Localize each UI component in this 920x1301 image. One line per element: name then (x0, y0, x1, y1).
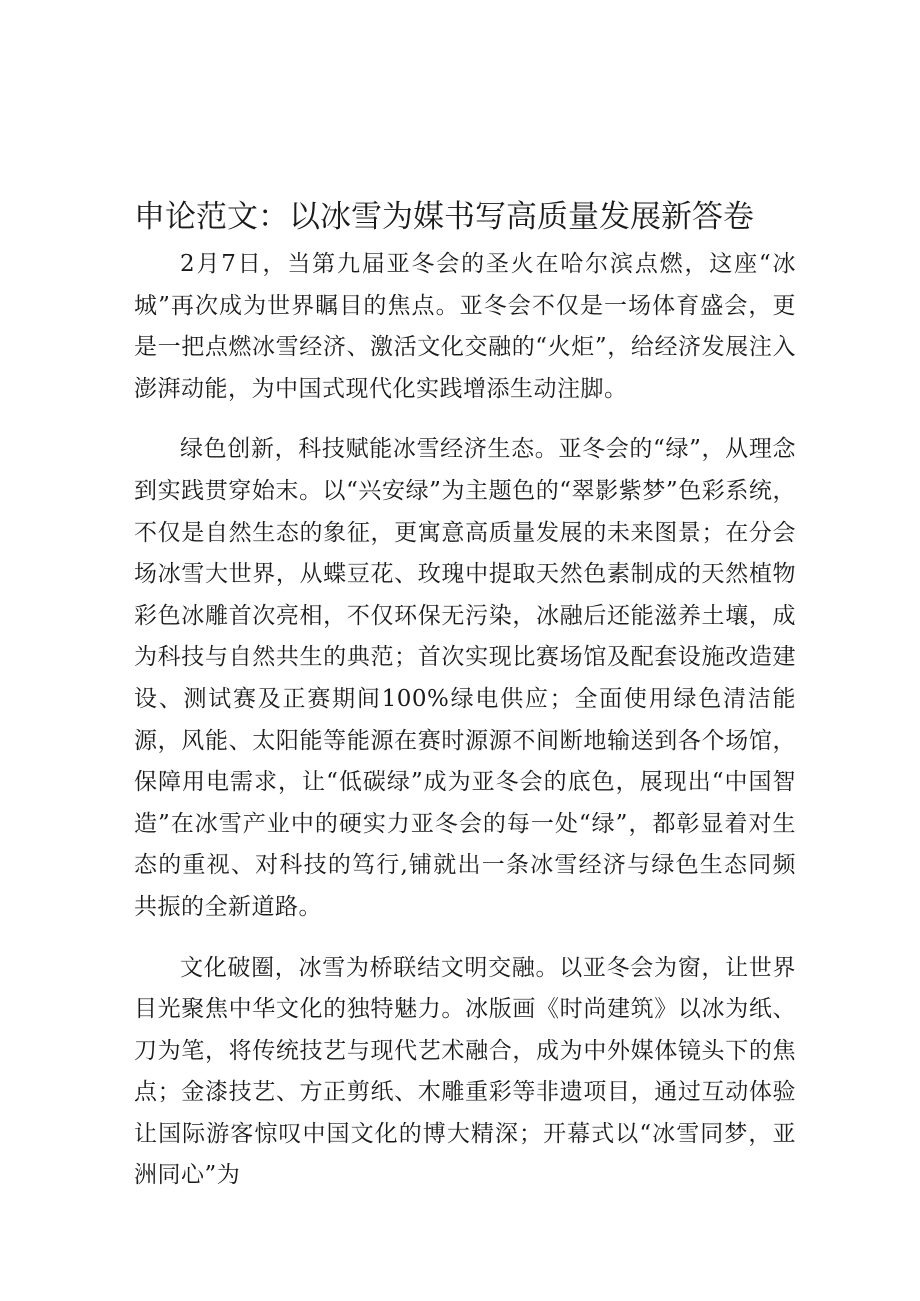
paragraph-intro: 2月7日，当第九届亚冬会的圣火在哈尔滨点燃，这座“冰城”再次成为世界瞩目的焦点。亚冬会不仅是一场体育盛会，更是一把点燃冰雪经济、激活文化交融的“火炬”，给经济发展注入澎湃动能，为中国式现代化实践增添生动注脚。 (134, 251, 796, 402)
document-title: 申论范文：以冰雪为媒书写高质量发展新答卷 (134, 199, 754, 235)
paragraph-culture: 文化破圈，冰雪为桥联结文明交融。以亚冬会为窗，让世界目光聚焦中华文化的独特魅力。冰版画《时尚建筑》以冰为纸、刀为笔，将传统技艺与现代艺术融合，成为中外媒体镜头下的焦点；金漆技艺、方正剪纸、木雕重彩等非遗项目，通过互动体验让国际游客惊叹中国文化的博大精深；开幕式以“冰雪同梦，亚洲同心”为 (134, 954, 796, 1189)
document-body (134, 244, 796, 1197)
paragraph-green-innovation: 绿色创新，科技赋能冰雪经济生态。亚冬会的“绿”，从理念到实践贯穿始末。以“兴安绿”为主题色的“翠影紫梦”色彩系统，不仅是自然生态的象征，更寓意高质量发展的未来图景；在分会场冰雪大世界，从蝶豆花、玫瑰中提取天然色素制成的天然植物彩色冰雕首次亮相，不仅环保无污染，冰融后还能滋养土壤，成为科技与自然共生的典范；首次实现比赛场馆及配套设施改造建设、测试赛及正赛期间100%绿电供应；全面使用绿色清洁能源，风能、太阳能等能源在赛时源源不间断地输送到各个场馆，保障用电需求，让“低碳绿”成为亚冬会的底色，展现出“中国智造”在冰雪产业中的硬实力亚冬会的每一处“绿”，都彰显着对生态的重视、对科技的笃行,铺就出一条冰雪经济与绿色生态同频共振的全新道路。 (134, 436, 796, 920)
